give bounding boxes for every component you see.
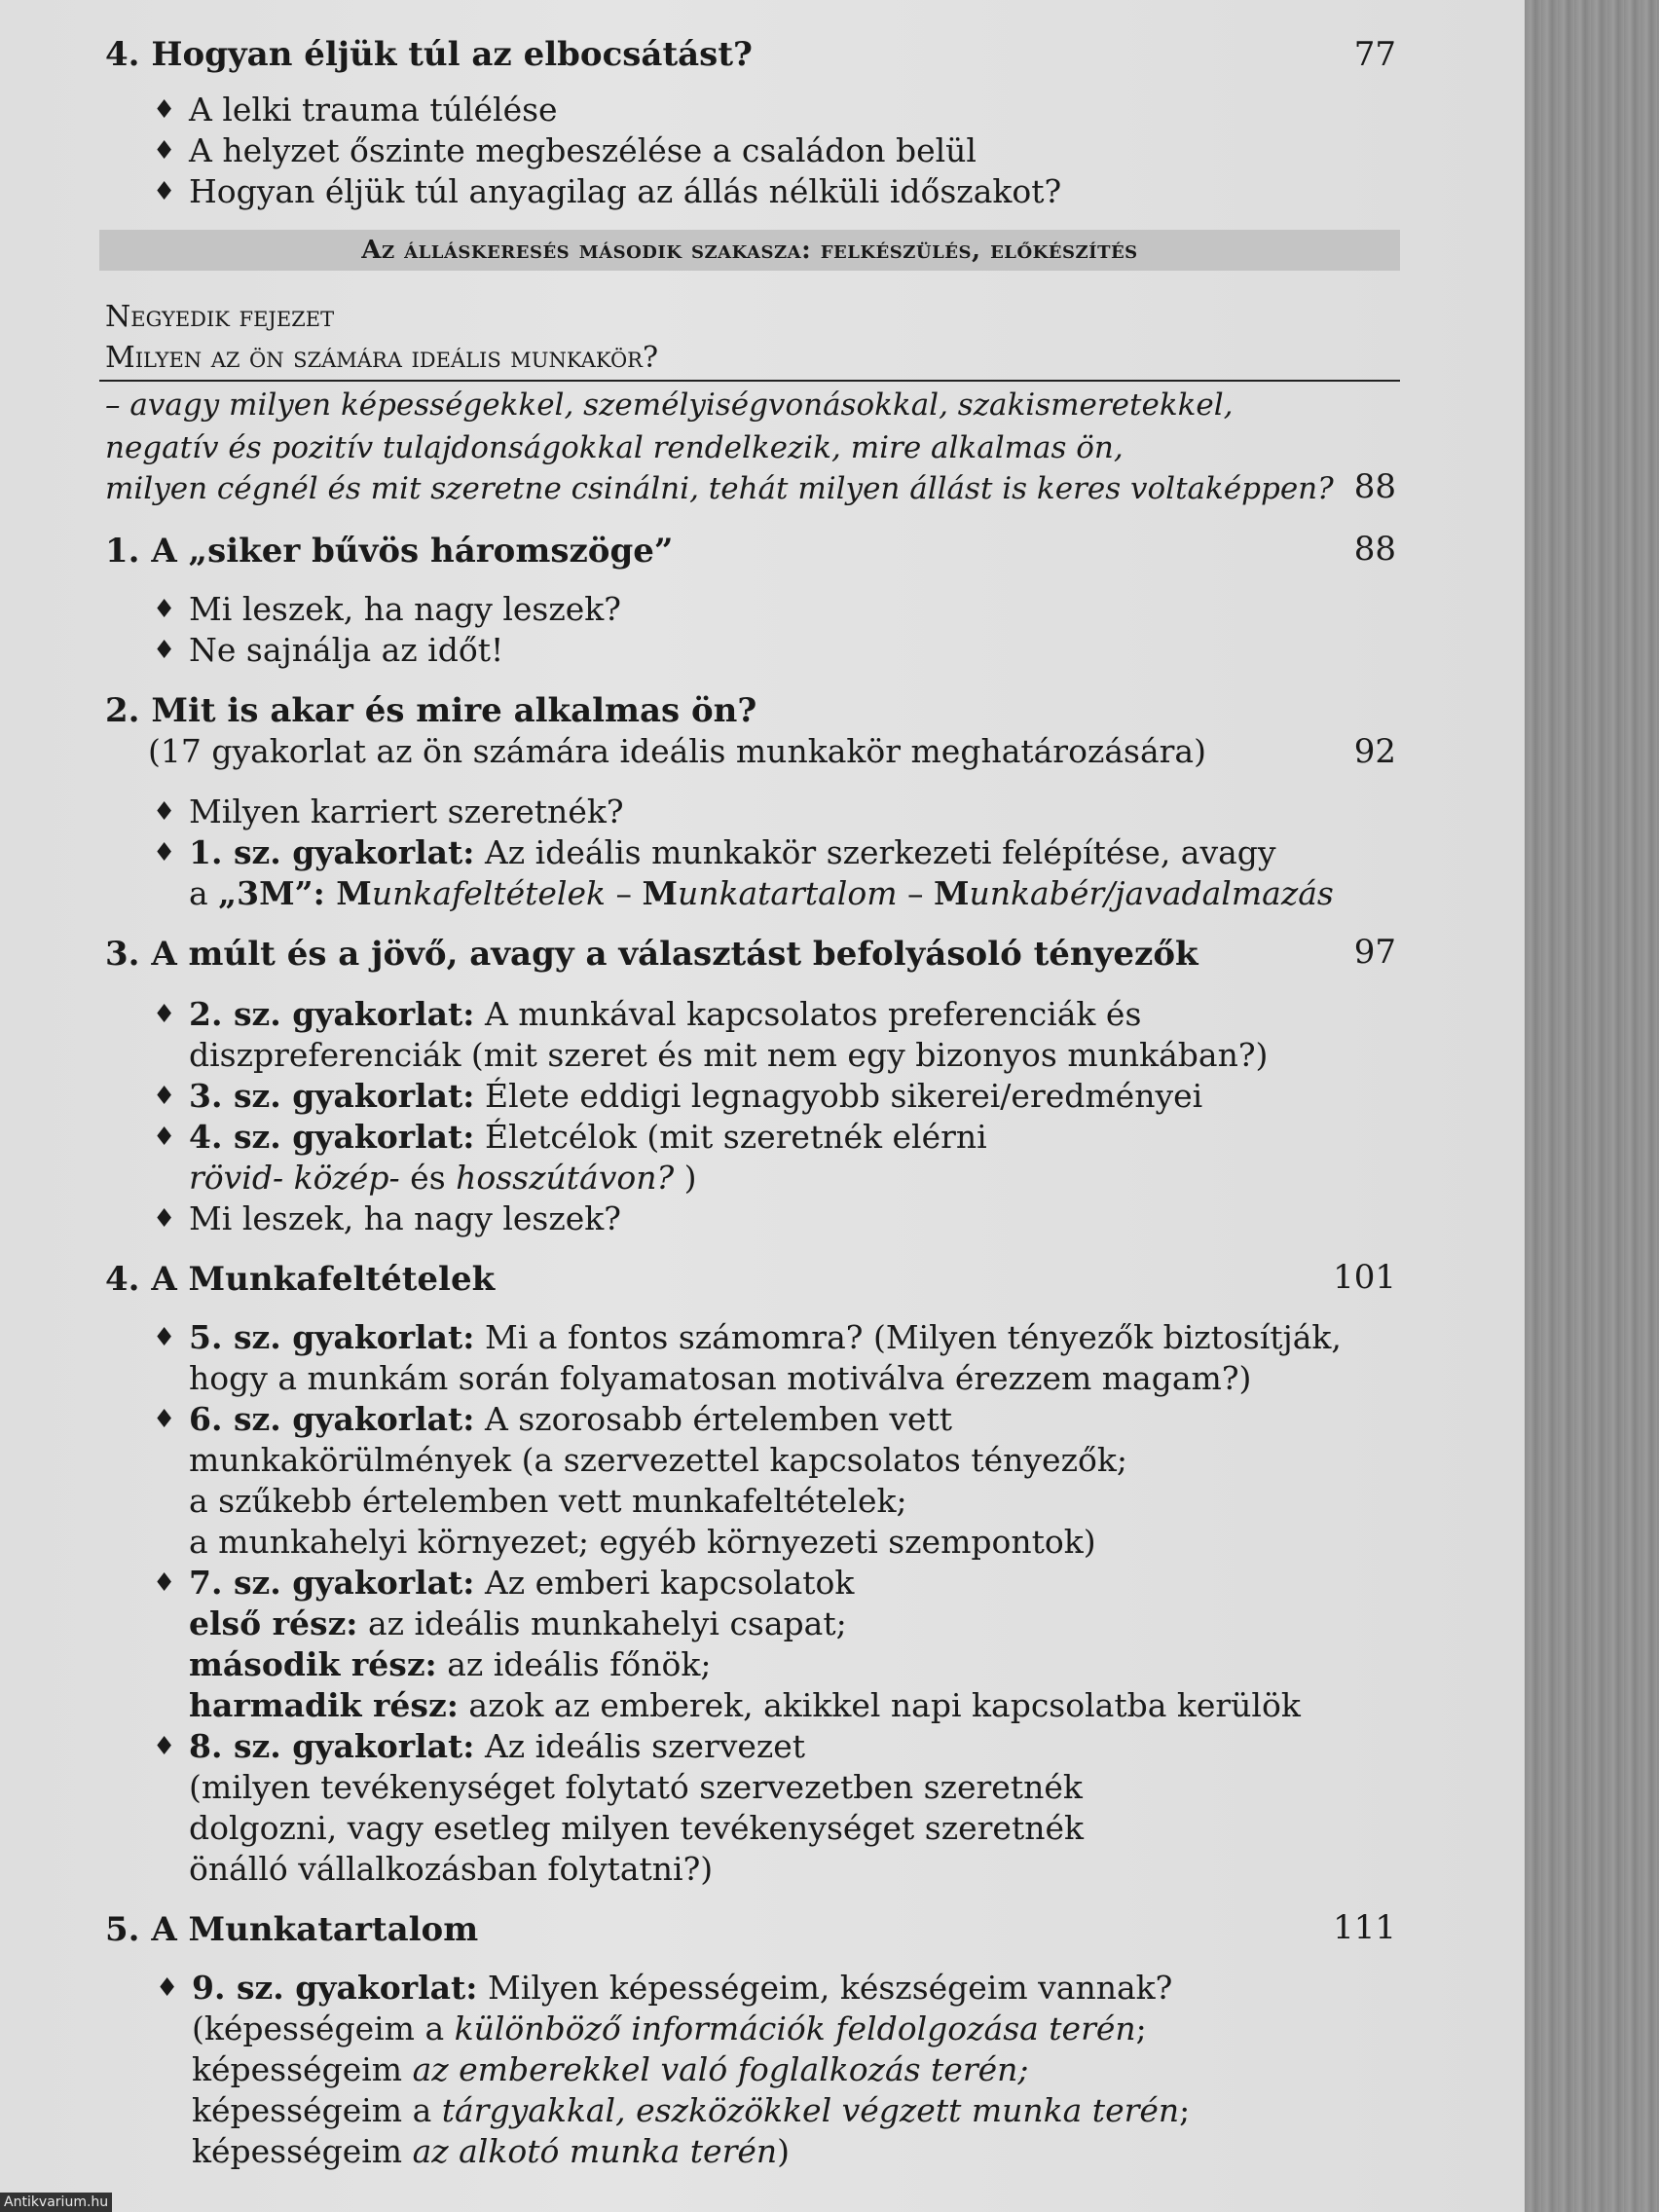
exercise-text: Élete eddigi legnagyobb sikerei/eredményei: [474, 1077, 1203, 1115]
exercise-continuation: [189, 1604, 847, 1643]
text-fragment: unkatartalom: [677, 874, 898, 912]
text-fragment: rövid- közép-: [189, 1159, 400, 1197]
text-fragment: hosszútávon?: [456, 1159, 675, 1197]
watermark: Antikvarium.hu: [0, 2193, 112, 2212]
bullet-icon: ♦: [156, 1973, 179, 2003]
exercise-label: 1. sz. gyakorlat:: [189, 833, 475, 871]
exercise-continuation: [192, 2132, 790, 2171]
chapter-intro: milyen cégnél és mit szeretne csinálni, tehát milyen állást is keres voltaképpen?: [105, 471, 1334, 506]
text-fragment: különböző információk feldolgozása terén: [454, 2009, 1136, 2047]
text-fragment: az alkotó munka terén: [412, 2132, 778, 2170]
exercise-label: 4. sz. gyakorlat:: [189, 1118, 475, 1156]
text-fragment: és: [399, 1159, 457, 1197]
text-fragment: képességeim: [192, 2132, 413, 2170]
bullet-icon: ♦: [153, 95, 176, 125]
bullet-icon: ♦: [153, 177, 176, 206]
exercise-item: [189, 1077, 1202, 1116]
exercise-item: [189, 833, 1276, 872]
text-fragment: ): [777, 2132, 791, 2170]
chapter-intro: – avagy milyen képességekkel, személyiségvonásokkal, szakismeretekkel,: [105, 387, 1234, 423]
divider: [99, 380, 1400, 382]
bullet-icon: ♦: [153, 1000, 176, 1029]
exercise-text: Az emberi kapcsolatok: [474, 1564, 855, 1602]
list-item: A helyzet őszinte megbeszélése a családon belül: [189, 131, 977, 169]
section-subtitle: (17 gyakorlat az ön számára ideális munkakör meghatározására): [148, 732, 1206, 770]
text-fragment: –: [897, 874, 935, 912]
text-fragment: ;: [1135, 2009, 1147, 2047]
bullet-icon: ♦: [153, 797, 176, 827]
exercise-item: [189, 1727, 805, 1766]
exercise-text: Mi a fontos számomra? (Milyen tényezők biztosítják,: [474, 1318, 1342, 1356]
text-fragment: azok az emberek, akikkel napi kapcsolatba kerülök: [458, 1686, 1301, 1724]
exercise-text: A szorosabb értelemben vett: [474, 1400, 953, 1438]
exercise-item: [189, 1564, 854, 1603]
exercise-label: 9. sz. gyakorlat:: [192, 1969, 478, 2007]
exercise-continuation: hogy a munkám során folyamatosan motiválva érezzem magam?): [189, 1359, 1252, 1397]
part-title: Az álláskeresés második szakasza: felkészülés, előkészítés: [361, 236, 1138, 265]
exercise-item: [192, 1969, 1172, 2008]
text-fragment: a: [189, 874, 219, 912]
text-fragment: második rész:: [189, 1645, 437, 1683]
text-fragment: M: [642, 874, 678, 912]
text-fragment: első rész:: [189, 1604, 358, 1642]
exercise-continuation: (milyen tevékenységet folytató szervezetben szeretnék: [189, 1768, 1083, 1806]
text-fragment: az ideális főnök;: [436, 1645, 712, 1683]
exercise-label: 2. sz. gyakorlat:: [189, 995, 475, 1033]
list-item: Hogyan éljük túl anyagilag az állás nélküli időszakot?: [189, 172, 1062, 210]
text-fragment: képességeim a: [192, 2091, 442, 2129]
text-fragment: képességeim: [192, 2050, 413, 2088]
text-fragment: –: [605, 874, 643, 912]
part-band: [99, 230, 1400, 271]
exercise-label: 5. sz. gyakorlat:: [189, 1318, 475, 1356]
exercise-item: [189, 995, 1141, 1034]
exercise-continuation: munkakörülmények (a szervezettel kapcsolatos tényezők;: [189, 1441, 1127, 1479]
book-spine: [1525, 0, 1659, 2212]
text-fragment: ;: [1179, 2091, 1191, 2129]
section-heading: 2. Mit is akar és mire alkalmas ön?: [105, 691, 757, 730]
text-fragment: (képességeim a: [192, 2009, 455, 2047]
text-fragment: M: [934, 874, 970, 912]
exercise-text: A munkával kapcsolatos preferenciák és: [474, 995, 1142, 1033]
exercise-continuation: [189, 1159, 697, 1198]
bullet-icon: ♦: [153, 1204, 176, 1234]
exercise-item: [189, 1118, 987, 1157]
text-fragment: tárgyakkal, eszközökkel végzett munka terén: [441, 2091, 1180, 2129]
exercise-item: [189, 1400, 952, 1439]
exercise-continuation: [189, 1645, 712, 1684]
exercise-continuation: diszpreferenciák (mit szeret és mit nem egy bizonyos munkában?): [189, 1036, 1269, 1074]
chapter-label: Negyedik fejezet: [105, 300, 335, 334]
text-fragment: ): [674, 1159, 697, 1197]
bullet-icon: ♦: [153, 1123, 176, 1152]
bullet-icon: ♦: [153, 1405, 176, 1434]
bullet-icon: ♦: [153, 1732, 176, 1761]
exercise-continuation: önálló vállalkozásban folytatni?): [189, 1850, 714, 1888]
exercise-continuation: [192, 2050, 1029, 2089]
bullet-icon: ♦: [153, 1568, 176, 1598]
exercise-continuation: [189, 1686, 1301, 1725]
page-number: 97: [1353, 933, 1396, 972]
exercise-item: [189, 1318, 1342, 1357]
text-fragment: unkabér/javadalmazás: [969, 874, 1334, 912]
exercise-label: 7. sz. gyakorlat:: [189, 1564, 475, 1602]
text-fragment: unkafeltételek: [371, 874, 606, 912]
page-number: 88: [1353, 467, 1396, 506]
section-heading: 4. Hogyan éljük túl az elbocsátást?: [105, 35, 753, 74]
page-number: 111: [1333, 1908, 1396, 1947]
exercise-continuation: [189, 874, 1334, 913]
bullet-icon: ♦: [153, 838, 176, 867]
exercise-continuation: dolgozni, vagy esetleg milyen tevékenységet szeretnék: [189, 1809, 1085, 1847]
list-item: A lelki trauma túlélése: [189, 91, 558, 129]
exercise-continuation: [192, 2091, 1190, 2130]
exercise-label: 8. sz. gyakorlat:: [189, 1727, 475, 1765]
chapter-title: Milyen az ön számára ideális munkakör?: [105, 341, 659, 375]
text-fragment: „3M”:: [218, 874, 337, 912]
text-fragment: az emberekkel való foglalkozás terén;: [412, 2050, 1029, 2088]
bullet-icon: ♦: [153, 1082, 176, 1111]
page-number: 77: [1353, 35, 1396, 74]
text-fragment: M: [336, 874, 372, 912]
exercise-continuation: [192, 2009, 1147, 2048]
text-fragment: harmadik rész:: [189, 1686, 459, 1724]
exercise-continuation: a munkahelyi környezet; egyéb környezeti szempontok): [189, 1523, 1096, 1561]
exercise-continuation: a szűkebb értelemben vett munkafeltételek;: [189, 1482, 907, 1520]
exercise-text: Az ideális munkakör szerkezeti felépítése, avagy: [474, 833, 1276, 871]
bullet-icon: ♦: [153, 595, 176, 624]
list-item: Mi leszek, ha nagy leszek?: [189, 590, 621, 628]
exercise-label: 6. sz. gyakorlat:: [189, 1400, 475, 1438]
section-heading: 1. A „siker bűvös háromszöge”: [105, 532, 674, 571]
list-item: Mi leszek, ha nagy leszek?: [189, 1199, 621, 1237]
text-fragment: az ideális munkahelyi csapat;: [357, 1604, 847, 1642]
list-item: Ne sajnálja az időt!: [189, 631, 504, 669]
bullet-icon: ♦: [153, 136, 176, 166]
section-heading: 3. A múlt és a jövő, avagy a választást befolyásoló tényezők: [105, 935, 1198, 974]
exercise-text: Életcélok (mit szeretnék elérni: [474, 1118, 987, 1156]
section-heading: 4. A Munkafeltételek: [105, 1260, 496, 1299]
bullet-icon: ♦: [153, 1323, 176, 1352]
chapter-intro: negatív és pozitív tulajdonságokkal rendelkezik, mire alkalmas ön,: [105, 430, 1124, 465]
bullet-icon: ♦: [153, 636, 176, 665]
page-number: 92: [1353, 732, 1396, 771]
exercise-text: Az ideális szervezet: [474, 1727, 806, 1765]
section-heading: 5. A Munkatartalom: [105, 1910, 479, 1949]
exercise-label: 3. sz. gyakorlat:: [189, 1077, 475, 1115]
exercise-text: Milyen képességeim, készségeim vannak?: [477, 1969, 1173, 2007]
page-number: 88: [1353, 530, 1396, 569]
list-item: Milyen karriert szeretnék?: [189, 793, 624, 830]
page-number: 101: [1333, 1258, 1396, 1297]
